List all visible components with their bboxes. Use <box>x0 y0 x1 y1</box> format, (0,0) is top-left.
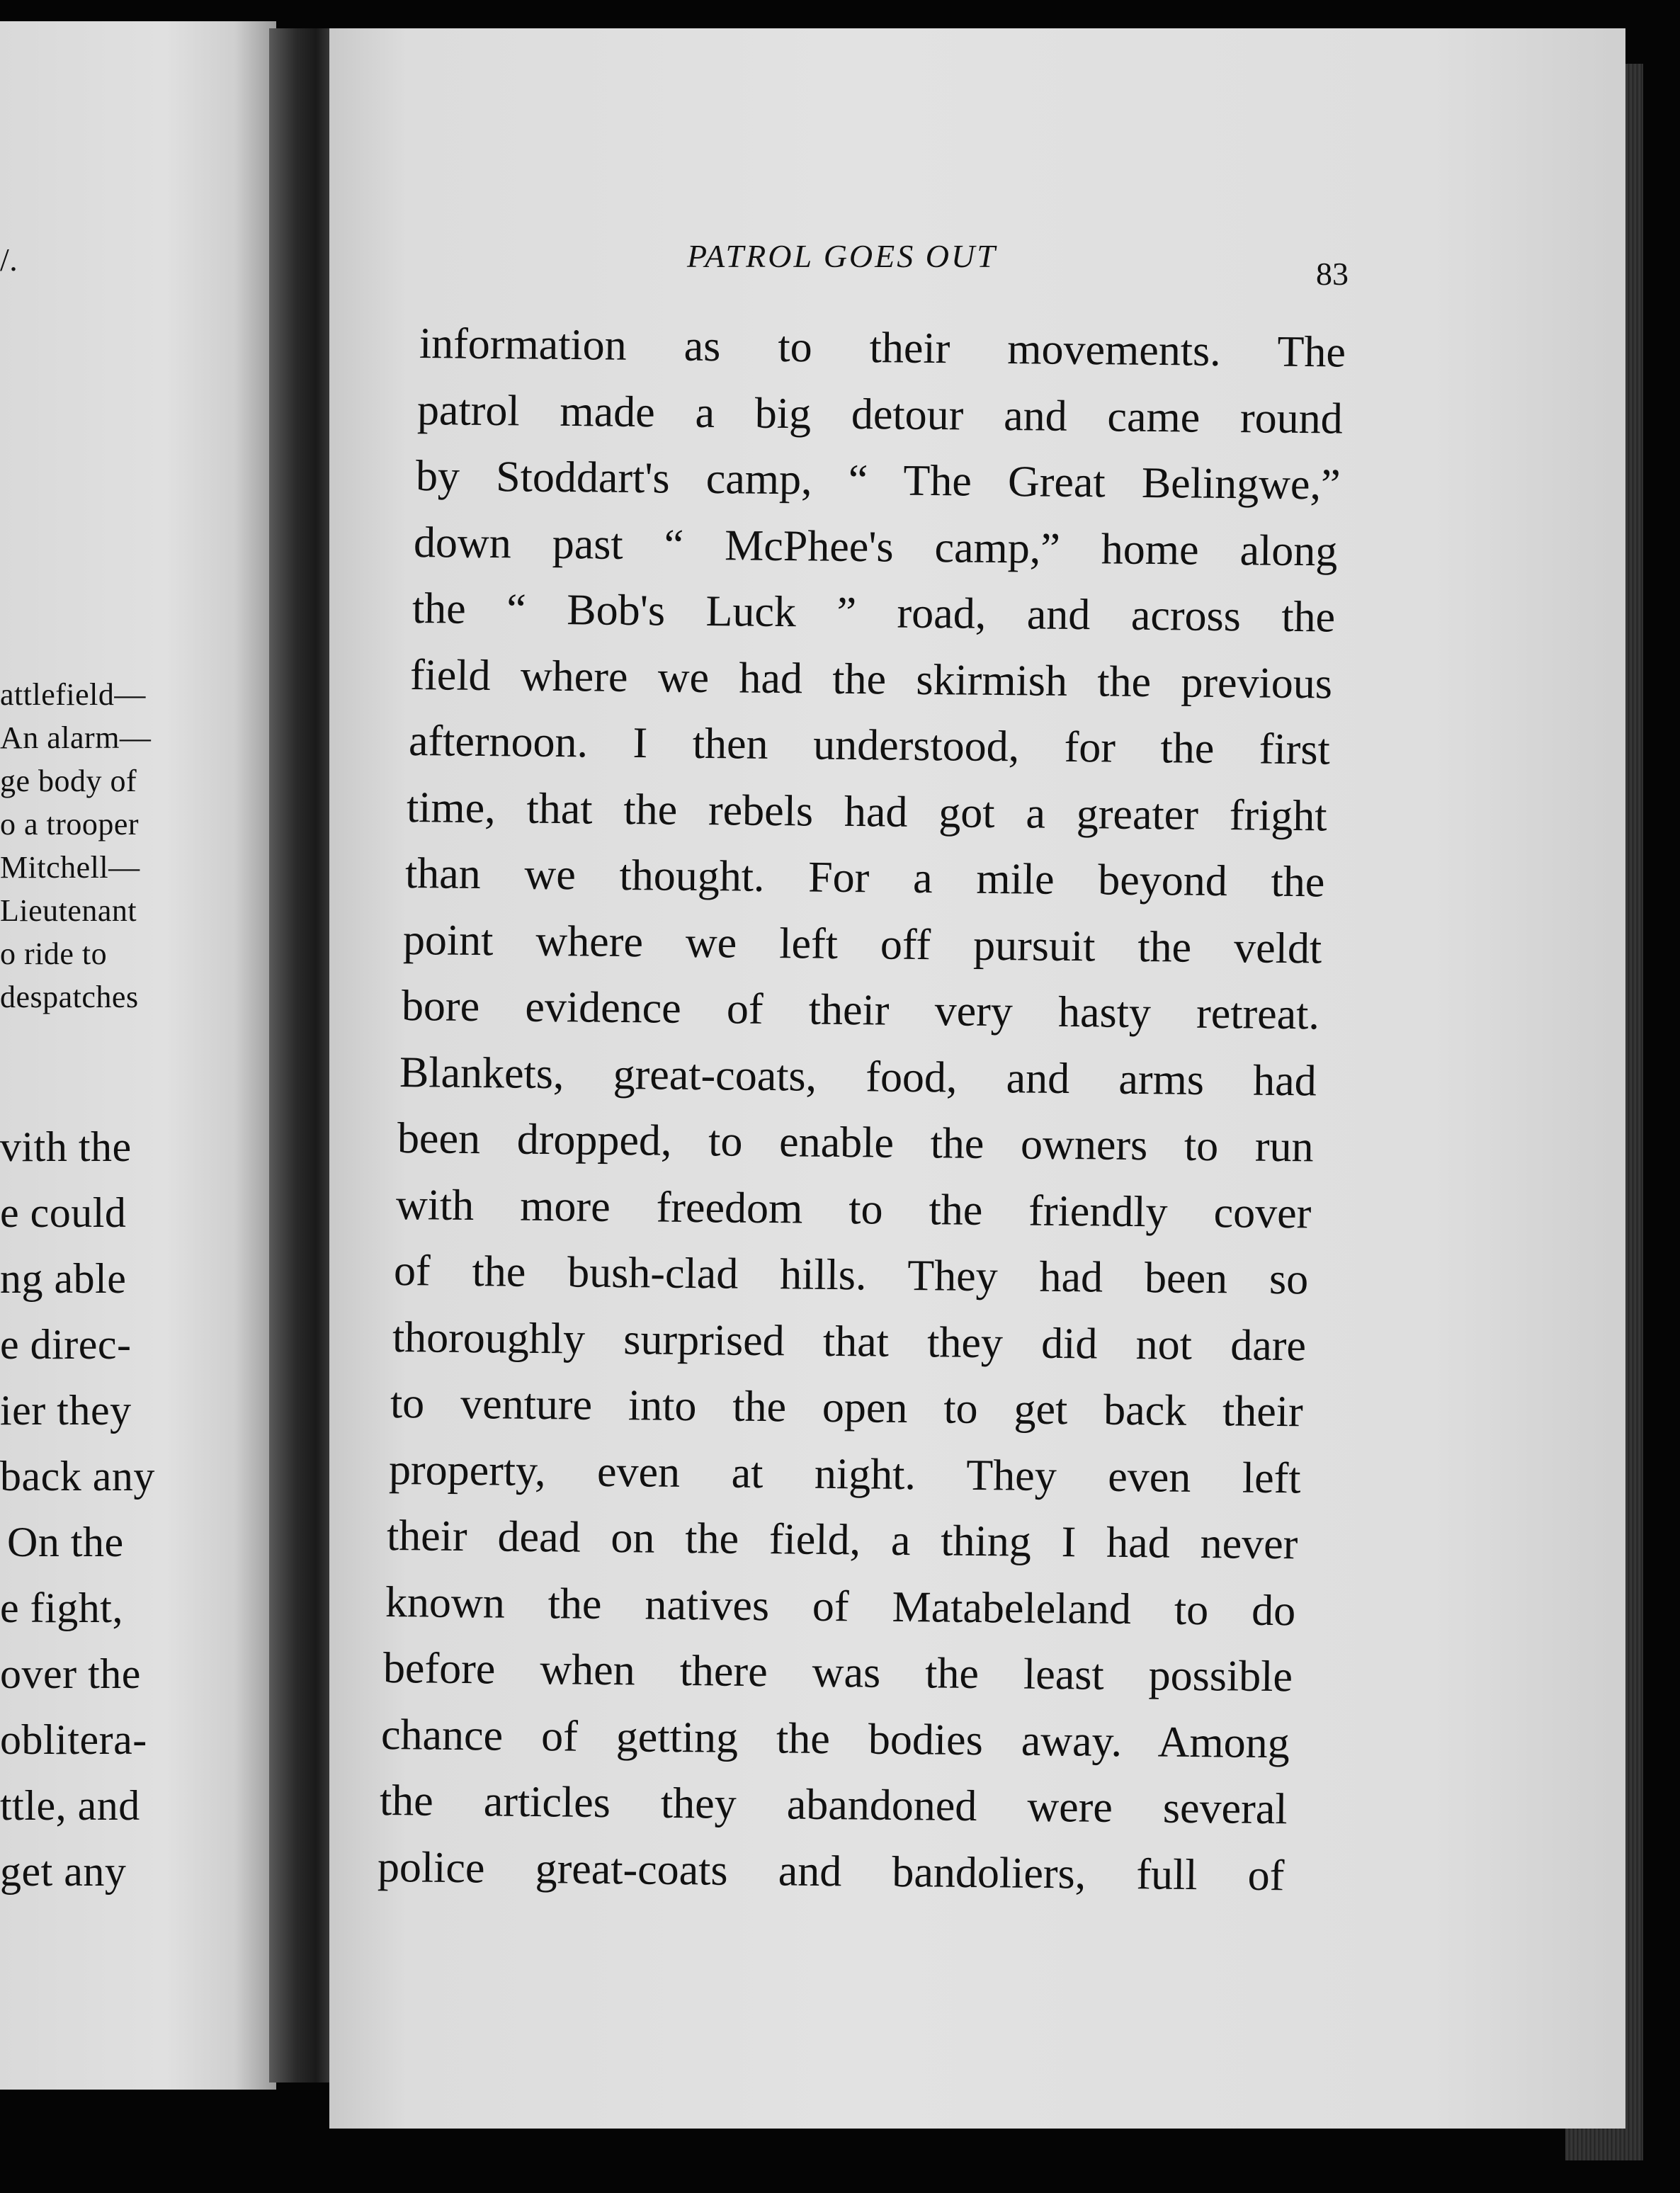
left-page-summary-line: Lieutenant <box>0 893 137 928</box>
left-page-body-line: e could <box>0 1189 127 1236</box>
left-page-summary-line: An alarm— <box>0 720 152 755</box>
left-page-summary-line: attlefield— <box>0 677 146 712</box>
body-line: Blankets, great-coats, food, and arms had <box>399 1048 1317 1105</box>
body-line: property, even at night. They even left <box>388 1445 1301 1502</box>
body-line: patrol made a big detour and came round <box>417 385 1344 443</box>
body-line: to venture into the open to get back their <box>390 1379 1304 1436</box>
left-page-body-line: e fight, <box>0 1585 123 1631</box>
left-page-body-line: over the <box>0 1650 141 1697</box>
left-page <box>0 21 276 2090</box>
running-head: PATROL GOES OUT <box>687 238 997 274</box>
left-page-body-line: get any <box>0 1848 127 1895</box>
body-line: with more freedom to the friendly cover <box>395 1180 1312 1237</box>
body-line: been dropped, to enable the owners to run <box>397 1114 1315 1172</box>
body-line: their dead on the field, a thing I had never <box>386 1512 1298 1569</box>
body-line: point where we left off pursuit the veldt <box>402 915 1322 973</box>
body-line: the articles they abandoned were several <box>379 1776 1288 1834</box>
left-page-header-fragment: /. <box>0 242 18 278</box>
left-page-body-line: ier they <box>0 1387 132 1434</box>
left-page-body-line: ttle, and <box>0 1782 140 1829</box>
body-line: known the natives of Matabeleland to do <box>385 1577 1296 1635</box>
book-gutter <box>269 28 336 2082</box>
left-page-summary-line: despatches <box>0 980 139 1014</box>
body-line: by Stoddart's camp, “ The Great Belingwe,” <box>415 452 1341 509</box>
body-line: before when there was the least possible <box>382 1644 1293 1701</box>
left-page-body-line: On the <box>7 1519 124 1565</box>
left-page-body-line: ng able <box>0 1255 127 1302</box>
body-line: time, that the rebels had got a greater fright <box>406 783 1328 840</box>
body-line: the “ Bob's Luck ” road, and across the <box>412 584 1336 642</box>
left-page-summary-line: o ride to <box>0 936 108 971</box>
body-line: information as to their movements. The <box>419 319 1346 377</box>
body-line: of the bush-clad hills. They had been so <box>393 1247 1309 1304</box>
body-line: thoroughly surprised that they did not dare <box>392 1313 1307 1370</box>
left-page-body-line: vith the <box>0 1123 132 1170</box>
body-line: afternoon. I then understood, for the first <box>408 717 1330 774</box>
left-page-body-line: oblitera- <box>0 1716 147 1763</box>
left-page-body-line: e direc- <box>0 1321 132 1368</box>
left-page-summary-line: Mitchell— <box>0 850 140 885</box>
body-line: chance of getting the bodies away. Among <box>381 1710 1290 1767</box>
body-line: than we thought. For a mile beyond the <box>404 849 1325 907</box>
body-line: police great-coats and bandoliers, full of <box>378 1842 1285 1900</box>
left-page-summary-line: o a trooper <box>0 807 140 842</box>
page-number: 83 <box>1316 256 1349 292</box>
body-line: down past “ McPhee's camp,” home along <box>414 518 1339 576</box>
body-line: bore evidence of their very hasty retreat. <box>401 982 1319 1039</box>
body-line: field where we had the skirmish the previous <box>409 650 1333 708</box>
left-page-body-line: back any <box>0 1453 155 1500</box>
left-page-summary-line: ge body of <box>0 764 137 798</box>
